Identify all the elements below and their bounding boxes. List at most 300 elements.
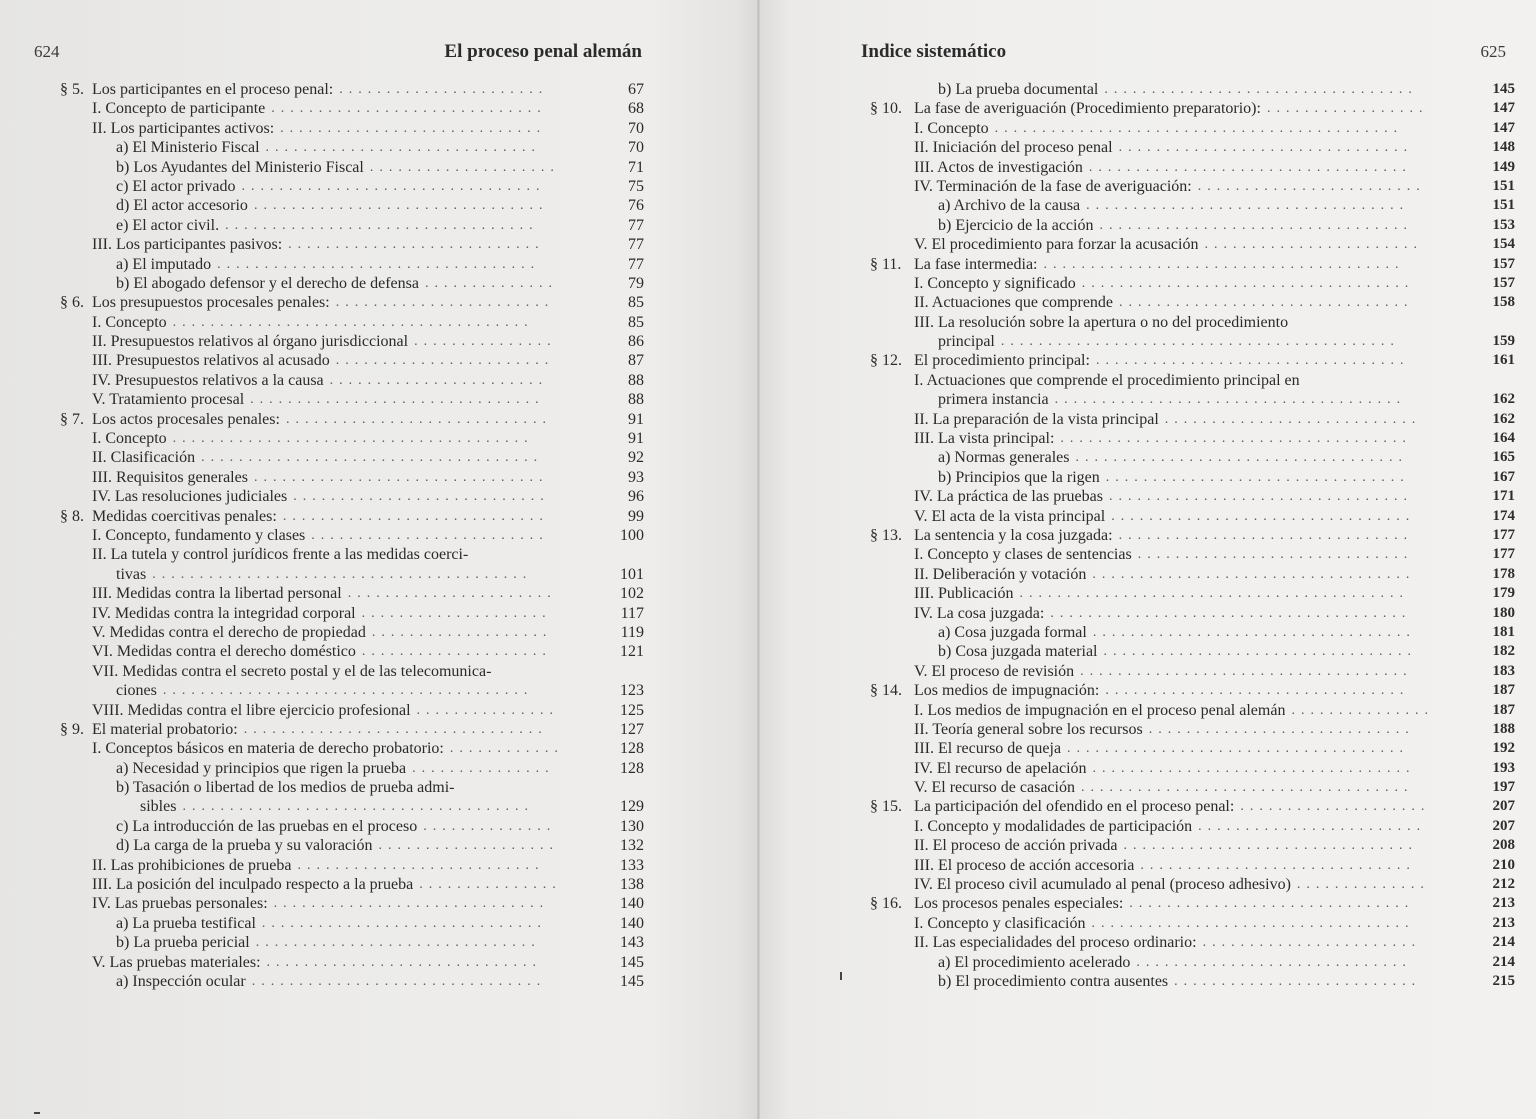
section-number: § 10.: [870, 100, 902, 118]
dot-leader: .................................: [225, 217, 539, 233]
toc-entry: [60, 99, 644, 118]
dot-leader: ...............................: [253, 469, 549, 485]
entry-title: IV. Las resoluciones judiciales: [92, 488, 288, 506]
entry-title: b) La prueba documental: [938, 81, 1099, 98]
toc-entry: [60, 759, 644, 778]
dot-leader: ..................................: [1091, 915, 1415, 931]
entry-title: El procedimiento principal:: [914, 352, 1090, 370]
page-number: 128: [620, 759, 644, 777]
section-number: § 12.: [870, 352, 902, 370]
entry-title: La sentencia y la cosa juzgada:: [914, 526, 1113, 544]
toc-entry: [870, 448, 1515, 467]
dot-leader: ...........................: [1164, 411, 1422, 427]
entry-title: b) Los Ayudantes del Ministerio Fiscal: [116, 158, 364, 176]
entry-title: ciones: [116, 682, 157, 700]
dot-leader: ...........................................: [994, 120, 1404, 136]
dot-leader: ..................................: [1092, 760, 1416, 776]
page-number: 151: [1492, 177, 1515, 194]
entry-title: VII. Medidas contra el secreto postal y el de las telecomunica-: [92, 662, 492, 680]
page-number: 174: [1492, 507, 1515, 524]
entry-title: I. Los medios de impugnación en el proceso penal alemán: [914, 701, 1286, 719]
dot-leader: .............................: [1137, 547, 1414, 563]
toc-entry: [60, 701, 644, 720]
page-number: 99: [628, 507, 644, 525]
page-number: 145: [620, 953, 644, 971]
toc-entry: [60, 390, 644, 409]
toc-entry: [870, 662, 1515, 681]
entry-title: b) El procedimiento contra ausentes: [938, 972, 1169, 990]
dot-leader: ....................: [361, 605, 552, 621]
entry-title: III. La posición del inculpado respecto a la prueba: [92, 876, 414, 894]
entry-title: III. La resolución sobre la apertura o no del procedimiento: [914, 313, 1289, 331]
entry-title: a) Inspección ocular: [116, 972, 246, 990]
toc-entry: [60, 836, 644, 855]
entry-title: III. Presupuestos relativos al acusado: [92, 352, 330, 370]
entry-title: I. Concepto de participante: [92, 100, 266, 118]
toc-entry: [60, 778, 644, 797]
dot-leader: ...................: [371, 624, 553, 640]
page-number: 125: [620, 701, 644, 719]
toc-entry: [60, 604, 644, 623]
entry-title: c) La introducción de las pruebas en el proceso: [116, 817, 418, 835]
dot-leader: .............................: [266, 954, 543, 970]
toc-entry: [60, 933, 644, 952]
page-number: 91: [628, 430, 644, 448]
entry-title: II. Deliberación y votación: [914, 565, 1087, 583]
entry-title: b) Ejercicio de la acción: [938, 216, 1094, 234]
page-number: 117: [620, 604, 644, 622]
page-number: 127: [620, 720, 644, 738]
dot-leader: .....................................: [1054, 392, 1407, 408]
page-number: 140: [620, 914, 644, 932]
page-number: 162: [1492, 410, 1515, 427]
dot-leader: ..............................: [1129, 896, 1415, 912]
toc-entry: [60, 255, 644, 274]
page-number: 188: [1492, 720, 1515, 737]
section-number: § 14.: [870, 682, 902, 700]
toc-entry: [870, 177, 1515, 196]
toc-entry: [60, 565, 644, 584]
print-speck: [840, 972, 842, 980]
dot-leader: .......................: [1204, 237, 1423, 253]
toc-entry: [60, 448, 644, 467]
toc-entry: [870, 739, 1515, 758]
toc-entry: [60, 545, 644, 564]
entry-title: b) Cosa juzgada material: [938, 643, 1098, 661]
toc-entry: [870, 158, 1515, 177]
page-number: 210: [1492, 856, 1515, 873]
toc-entry: [870, 429, 1515, 448]
page-number: 149: [1492, 158, 1515, 175]
entry-title: I. Concepto: [92, 313, 167, 331]
dot-leader: .................................: [1095, 353, 1410, 369]
toc-entry: [60, 642, 644, 661]
page-number: 171: [1492, 488, 1515, 505]
entry-title: III. Publicación: [914, 585, 1014, 603]
page-number: 102: [620, 585, 644, 603]
page-number: 79: [628, 274, 644, 292]
page-number: 182: [1492, 643, 1515, 660]
entry-title: V. El procedimiento para forzar la acusación: [914, 236, 1199, 254]
entry-title: principal: [938, 333, 995, 351]
entry-title: primera instancia: [938, 391, 1049, 409]
toc-entry: [60, 526, 644, 545]
toc-entry: [870, 856, 1515, 875]
entry-title: III. El proceso de acción accesoria: [914, 856, 1135, 874]
entry-title: IV. Las pruebas personales:: [92, 895, 268, 913]
left-folio: 624: [34, 42, 60, 61]
right-running-title: Indice sistemático: [861, 41, 1007, 62]
dot-leader: ...............: [412, 760, 555, 776]
page-number: 167: [1492, 468, 1515, 485]
toc-section-entry: [870, 894, 1515, 913]
dot-leader: .................................: [1104, 82, 1418, 97]
dot-leader: .............................: [1140, 857, 1416, 873]
toc-entry: [870, 216, 1515, 235]
dot-leader: .................................: [1099, 217, 1413, 233]
toc-entry: [60, 138, 644, 157]
toc-entry: [60, 739, 644, 758]
entry-title: II. Iniciación del proceso penal: [914, 139, 1113, 157]
toc-entry: [60, 274, 644, 293]
toc-entry: [870, 933, 1515, 952]
page-number: 207: [1492, 817, 1515, 834]
toc-entry: [60, 235, 644, 254]
toc-section-entry: [60, 80, 644, 99]
toc-entry: [60, 371, 644, 390]
toc-entry: [60, 914, 644, 933]
dot-leader: ................................: [1105, 469, 1410, 485]
toc-entry: [60, 584, 644, 603]
toc-entry: [60, 894, 644, 913]
dot-leader: ............................: [282, 508, 549, 524]
dot-leader: ...............: [1291, 702, 1434, 718]
toc-section-entry: [870, 797, 1515, 816]
dot-leader: ......................................: [172, 314, 534, 330]
dot-leader: ................................: [1111, 508, 1416, 524]
page-number: 93: [628, 468, 644, 486]
page-number: 140: [620, 895, 644, 913]
toc-entry: [870, 468, 1515, 487]
page-number: 68: [628, 100, 644, 118]
page-number: 147: [1492, 100, 1515, 117]
page-number: 165: [1492, 449, 1515, 466]
dot-leader: .....................................: [1060, 431, 1412, 447]
toc-entry: [870, 604, 1515, 623]
toc-entry: [870, 235, 1515, 254]
dot-leader: .......................: [1202, 935, 1422, 951]
entry-title: b) Tasación o libertad de los medios de prueba admi-: [116, 779, 455, 797]
entry-title: Los presupuestos procesales penales:: [92, 294, 330, 312]
toc-section-entry: [870, 99, 1515, 118]
dot-leader: ...............: [416, 702, 560, 718]
page-number: 148: [1492, 139, 1515, 156]
page-number: 177: [1492, 546, 1515, 563]
dot-leader: .......................: [335, 295, 555, 311]
dot-leader: .............................: [271, 101, 547, 117]
entry-title: III. La vista principal:: [914, 430, 1055, 448]
toc-entry: [870, 274, 1515, 293]
toc-section-entry: [60, 410, 644, 429]
page-number: 119: [620, 623, 644, 641]
dot-leader: .............................: [273, 896, 550, 912]
page-number: 178: [1492, 565, 1515, 582]
entry-title: El material probatorio:: [92, 720, 238, 738]
toc-entry: [60, 119, 644, 138]
entry-title: II. Actuaciones que comprende: [914, 294, 1114, 312]
dot-leader: ...............................: [1118, 527, 1414, 543]
toc-entry: [60, 216, 644, 235]
entry-title: a) El procedimiento acelerado: [938, 953, 1131, 971]
toc-entry: [60, 875, 644, 894]
page-number: 164: [1492, 430, 1515, 447]
dot-leader: ....................: [369, 159, 560, 175]
page-number: 85: [628, 294, 644, 312]
toc-entry: [870, 313, 1515, 332]
entry-title: V. Medidas contra el derecho de propiedad: [92, 623, 366, 641]
entry-title: III. Actos de investigación: [914, 158, 1083, 176]
entry-title: Los medios de impugnación:: [914, 682, 1100, 700]
entry-title: V. Las pruebas materiales:: [92, 953, 261, 971]
dot-leader: .......................: [335, 353, 555, 369]
page-number: 130: [620, 817, 644, 835]
dot-leader: ...........................: [288, 237, 545, 253]
entry-title: I. Concepto: [92, 430, 167, 448]
page-number: 77: [628, 236, 644, 254]
toc-entry: [870, 914, 1515, 933]
toc-entry: [60, 856, 644, 875]
entry-title: II. Clasificación: [92, 449, 196, 467]
page-number: 208: [1492, 837, 1515, 854]
page-number: 157: [1492, 255, 1515, 272]
toc-entry: [870, 332, 1515, 351]
dot-leader: ............: [449, 741, 564, 757]
dot-leader: ................................: [1105, 683, 1410, 699]
page-number: 214: [1492, 953, 1515, 970]
page-number: 101: [620, 565, 644, 583]
dot-leader: ..............: [424, 275, 558, 291]
entry-title: I. Conceptos básicos en materia de derecho probatorio:: [92, 740, 444, 758]
dot-leader: ...............: [419, 877, 562, 893]
dot-leader: ......................: [347, 586, 557, 602]
entry-title: d) El actor accesorio: [116, 197, 248, 215]
entry-title: I. Concepto y modalidades de participación: [914, 817, 1193, 835]
dot-leader: ................................: [243, 721, 548, 737]
dot-leader: ......................: [339, 82, 549, 97]
toc-entry: [60, 797, 644, 816]
entry-title: IV. El proceso civil acumulado al penal (proceso adhesivo): [914, 876, 1291, 894]
entry-title: V. El recurso de casación: [914, 779, 1075, 797]
toc-entry: [870, 623, 1515, 642]
entry-title: II. La preparación de la vista principal: [914, 410, 1159, 428]
entry-title: Los procesos penales especiales:: [914, 895, 1124, 913]
dot-leader: ...............................: [253, 198, 549, 214]
page-number: 214: [1492, 934, 1515, 951]
dot-leader: .............................: [265, 140, 542, 156]
left-running-title: El proceso penal alemán: [444, 41, 642, 62]
page-number: 187: [1492, 701, 1515, 718]
page-number: 88: [628, 391, 644, 409]
toc-entry: [60, 953, 644, 972]
entry-title: b) El abogado defensor y el derecho de defensa: [116, 274, 419, 292]
dot-leader: ..........................: [297, 857, 545, 873]
page-number: 91: [628, 410, 644, 428]
entry-title: I. Concepto y clases de sentencias: [914, 546, 1132, 564]
dot-leader: ..................................: [217, 256, 541, 272]
toc-entry: [870, 545, 1515, 564]
dot-leader: .............................: [1136, 954, 1412, 970]
toc-entry: [60, 313, 644, 332]
dot-leader: ..................................: [1092, 624, 1416, 640]
entry-title: c) El actor privado: [116, 177, 236, 195]
toc-entry: [870, 196, 1515, 215]
entry-title: b) La prueba pericial: [116, 934, 250, 952]
entry-title: II. Teoría general sobre los recursos: [914, 720, 1143, 738]
section-number: § 9.: [60, 720, 84, 738]
toc-entry: [870, 836, 1515, 855]
dot-leader: ...................................: [1080, 780, 1414, 796]
toc-entry: [870, 80, 1515, 99]
toc-entry: [870, 410, 1515, 429]
entry-title: V. El proceso de revisión: [914, 662, 1075, 680]
toc-entry: [870, 972, 1515, 991]
dot-leader: ................................: [1108, 489, 1413, 505]
dot-leader: .......................: [329, 372, 549, 388]
page-number: 132: [620, 837, 644, 855]
page-number: 157: [1492, 274, 1515, 291]
page-number: 92: [628, 449, 644, 467]
entry-title: III. El recurso de queja: [914, 740, 1062, 758]
page-number: 161: [1492, 352, 1515, 369]
entry-title: a) El Ministerio Fiscal: [116, 139, 260, 157]
page-number: 187: [1492, 682, 1515, 699]
dot-leader: ...............................: [250, 392, 545, 408]
dot-leader: ..............: [423, 818, 557, 834]
left-page: [0, 0, 760, 1119]
toc-entry: [870, 584, 1515, 603]
dot-leader: ..............: [1296, 877, 1430, 893]
toc-entry: [870, 953, 1515, 972]
toc-entry: [870, 138, 1515, 157]
dot-leader: ..............................: [255, 935, 541, 951]
dot-leader: ..............................: [261, 915, 547, 931]
dot-leader: ...........................: [293, 489, 550, 505]
page-number: 85: [628, 313, 644, 331]
toc-entry: [870, 119, 1515, 138]
toc-entry: [60, 351, 644, 370]
entry-title: a) Cosa juzgada formal: [938, 623, 1087, 641]
page-number: 207: [1492, 798, 1515, 815]
dot-leader: ......................................: [172, 431, 534, 447]
toc-entry: [870, 701, 1515, 720]
toc-section-entry: [60, 720, 644, 739]
page-number: 177: [1492, 526, 1515, 543]
toc-entry: [870, 371, 1515, 390]
page-number: 138: [620, 876, 644, 894]
toc-entry: [60, 158, 644, 177]
entry-title: V. El acta de la vista principal: [914, 507, 1106, 525]
entry-title: IV. El recurso de apelación: [914, 759, 1087, 777]
page-number: 183: [1492, 662, 1515, 679]
entry-title: V. Tratamiento procesal: [92, 391, 245, 409]
entry-title: III. Los participantes pasivos:: [92, 236, 283, 254]
toc-list-right: [870, 80, 1515, 991]
entry-title: d) La carga de la prueba y su valoración: [116, 837, 373, 855]
dot-leader: .........................: [311, 527, 549, 543]
dot-leader: ...............................: [251, 973, 547, 989]
dot-leader: ...............................: [1123, 838, 1418, 854]
entry-title: I. Concepto, fundamento y clases: [92, 526, 306, 544]
entry-title: VIII. Medidas contra el libre ejercicio profesional: [92, 701, 411, 719]
dot-leader: ...................: [378, 838, 559, 854]
entry-title: I. Concepto y clasificación: [914, 914, 1086, 932]
page-number: 77: [628, 216, 644, 234]
toc-section-entry: [870, 351, 1515, 370]
dot-leader: ............................: [285, 411, 552, 427]
page-number: 75: [628, 177, 644, 195]
section-number: § 16.: [870, 895, 902, 913]
dot-leader: ......................................: [1043, 256, 1405, 272]
page-number: 213: [1492, 914, 1515, 931]
toc-entry: [870, 778, 1515, 797]
entry-title: a) Normas generales: [938, 449, 1070, 467]
entry-title: II. Las prohibiciones de prueba: [92, 856, 292, 874]
dot-leader: ...............................: [1119, 295, 1414, 311]
entry-title: La participación del ofendido en el proceso penal:: [914, 798, 1235, 816]
dot-leader: .......................................: [162, 683, 534, 699]
toc-entry: [60, 972, 644, 991]
entry-title: Los actos procesales penales:: [92, 410, 280, 428]
toc-entry: [60, 332, 644, 351]
right-page: [760, 0, 1536, 1119]
toc-section-entry: [870, 526, 1515, 545]
entry-title: I. Concepto: [914, 119, 989, 137]
print-speck: [34, 1112, 40, 1114]
dot-leader: ...............: [414, 334, 557, 350]
entry-title: a) El imputado: [116, 255, 212, 273]
entry-title: La fase de averiguación (Procedimiento preparatorio):: [914, 100, 1261, 118]
dot-leader: ................................: [241, 178, 546, 194]
entry-title: I. Concepto y significado: [914, 274, 1076, 292]
toc-entry: [60, 487, 644, 506]
page-number: 100: [620, 526, 644, 544]
entry-title: II. Los participantes activos:: [92, 119, 275, 137]
dot-leader: ..................................: [1086, 198, 1410, 214]
entry-title: Medidas coercitivas penales:: [92, 507, 277, 525]
entry-title: a) Necesidad y principios que rigen la prueba: [116, 759, 407, 777]
entry-title: III. Medidas contra la libertad personal: [92, 585, 342, 603]
toc-section-entry: [870, 681, 1515, 700]
entry-title: III. Requisitos generales: [92, 468, 248, 486]
entry-title: Los participantes en el proceso penal:: [92, 81, 334, 98]
page-number: 96: [628, 488, 644, 506]
toc-entry: [870, 642, 1515, 661]
section-number: § 6.: [60, 294, 84, 312]
entry-title: a) La prueba testifical: [116, 914, 256, 932]
section-number: § 15.: [870, 798, 902, 816]
entry-title: a) Archivo de la causa: [938, 197, 1081, 215]
page-number: 133: [620, 856, 644, 874]
toc-entry: [870, 817, 1515, 836]
dot-leader: .................................: [1103, 644, 1417, 660]
section-number: § 13.: [870, 526, 902, 544]
page-number: 197: [1492, 779, 1515, 796]
toc-section-entry: [870, 255, 1515, 274]
dot-leader: ....................................: [201, 450, 544, 466]
page-number: 181: [1492, 623, 1515, 640]
entry-title: IV. Terminación de la fase de averiguación:: [914, 177, 1192, 195]
toc-entry: [60, 177, 644, 196]
